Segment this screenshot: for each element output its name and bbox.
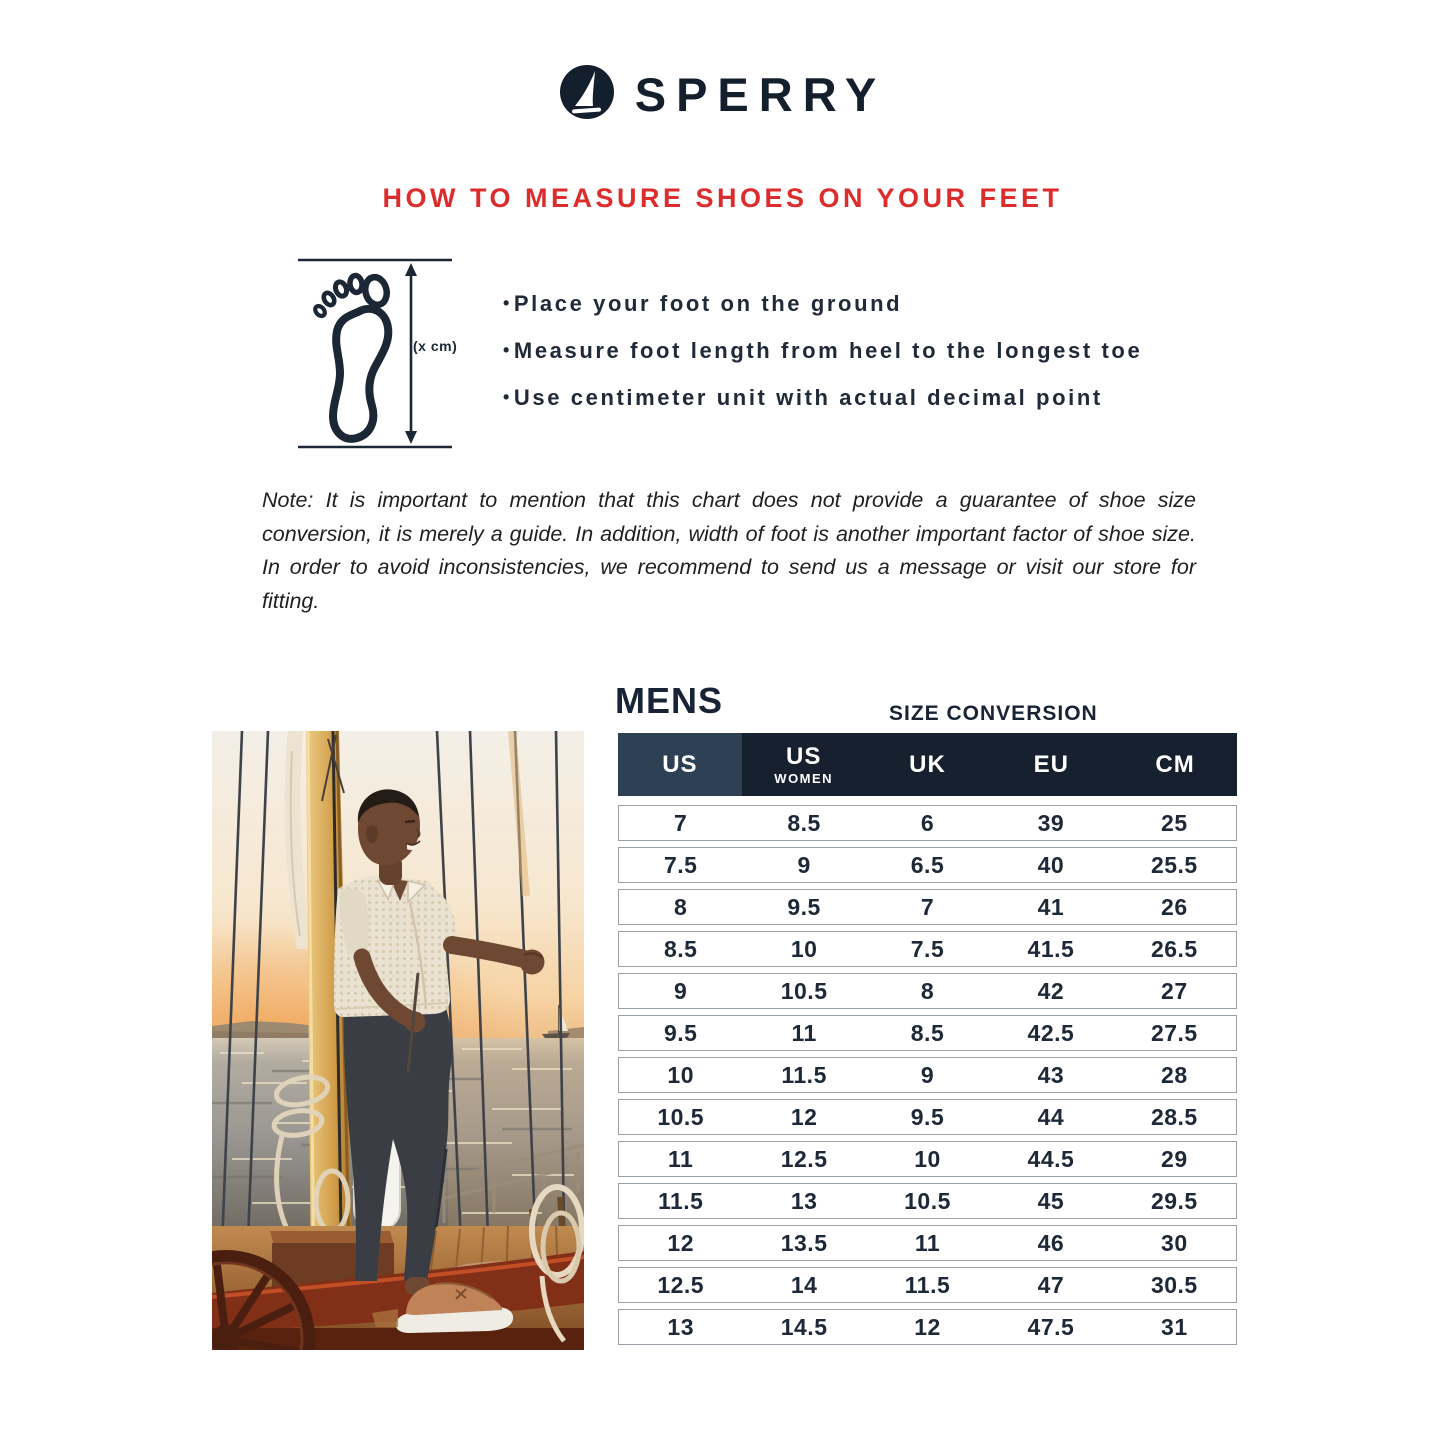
chart-subtitle: SIZE CONVERSION xyxy=(889,702,1098,725)
table-cell: 8.5 xyxy=(663,935,698,962)
table-cell: 8.5 xyxy=(910,1019,945,1046)
column-label: US xyxy=(662,750,698,778)
table-row xyxy=(618,1141,1237,1177)
instruction-item xyxy=(503,327,1142,374)
table-cell: 8 xyxy=(920,977,935,1004)
column-header-us xyxy=(618,733,742,796)
table-cell: 30 xyxy=(1161,1229,1188,1256)
table-cell: 31 xyxy=(1161,1313,1188,1340)
brand-name: SPERRY xyxy=(634,68,887,121)
table-cell: 30.5 xyxy=(1150,1271,1198,1298)
instruction-list xyxy=(503,280,1142,421)
table-cell: 10.5 xyxy=(657,1103,705,1130)
table-cell: 10.5 xyxy=(904,1187,951,1214)
table-header-row xyxy=(618,733,1237,796)
table-cell: 28 xyxy=(1161,1061,1188,1088)
table-cell: 42 xyxy=(1037,977,1065,1004)
column-header-us-women xyxy=(742,733,866,796)
table-row xyxy=(618,1225,1237,1261)
table-row xyxy=(618,847,1237,883)
column-header-uk xyxy=(866,733,990,796)
table-cell: 9 xyxy=(797,851,811,878)
size-table-rows xyxy=(618,805,1237,1345)
table-cell: 12 xyxy=(667,1229,694,1256)
table-cell: 11.5 xyxy=(657,1187,704,1214)
table-cell: 12 xyxy=(790,1103,818,1130)
table-cell: 14 xyxy=(790,1271,818,1298)
table-cell: 44.5 xyxy=(1027,1145,1075,1172)
instruction-item xyxy=(503,280,1142,327)
footprint-ruler-icon xyxy=(294,250,466,458)
table-cell: 41 xyxy=(1037,893,1065,920)
table-row xyxy=(618,1015,1237,1051)
foot-measurement-diagram xyxy=(294,250,466,458)
table-cell: 46 xyxy=(1037,1229,1065,1256)
table-row xyxy=(618,889,1237,925)
instruction-text: Use centimeter unit with actual decimal point xyxy=(513,384,1103,410)
page-title: HOW TO MEASURE SHOES ON YOUR FEET xyxy=(382,183,1063,213)
table-cell: 27 xyxy=(1161,977,1188,1004)
table-cell: 10.5 xyxy=(780,977,828,1004)
table-cell: 47.5 xyxy=(1027,1313,1075,1340)
table-cell: 7.5 xyxy=(910,935,945,962)
column-sublabel: WOMEN xyxy=(774,770,834,786)
table-cell: 12.5 xyxy=(657,1271,705,1298)
table-row xyxy=(618,1183,1237,1219)
table-cell: 9.5 xyxy=(663,1019,698,1046)
column-label: UK xyxy=(909,750,946,778)
table-cell: 11.5 xyxy=(904,1271,951,1298)
column-header-cm xyxy=(1113,733,1237,796)
chart-gender-heading: MENS xyxy=(615,680,724,721)
column-label: CM xyxy=(1155,750,1195,778)
instruction-item xyxy=(503,374,1142,421)
table-row xyxy=(618,1057,1237,1093)
bullet-dot: • xyxy=(503,293,512,313)
table-cell: 11 xyxy=(668,1145,694,1172)
table-cell: 9 xyxy=(920,1061,935,1088)
instruction-text: Measure foot length from heel to the longest toe xyxy=(513,337,1143,363)
table-cell: 6 xyxy=(920,809,935,836)
table-cell: 26.5 xyxy=(1150,935,1198,962)
table-cell: 11 xyxy=(914,1229,941,1256)
table-cell: 29.5 xyxy=(1150,1187,1198,1214)
table-cell: 11 xyxy=(791,1019,817,1046)
table-cell: 42.5 xyxy=(1027,1019,1075,1046)
table-cell: 44 xyxy=(1037,1103,1065,1130)
table-cell: 6.5 xyxy=(910,851,945,878)
table-cell: 9 xyxy=(674,977,688,1004)
column-header-eu xyxy=(989,733,1113,796)
table-cell: 13.5 xyxy=(780,1229,828,1256)
bullet-dot: • xyxy=(503,387,512,407)
table-cell: 29 xyxy=(1161,1145,1188,1172)
table-row xyxy=(618,973,1237,1009)
table-cell: 27.5 xyxy=(1150,1019,1198,1046)
table-cell: 10 xyxy=(790,935,818,962)
table-cell: 39 xyxy=(1037,809,1065,836)
sailor-photo xyxy=(212,731,584,1350)
x-cm-label: (x cm) xyxy=(413,338,458,354)
table-cell: 8.5 xyxy=(787,809,821,836)
instruction-text: Place your foot on the ground xyxy=(513,290,903,316)
table-cell: 10 xyxy=(914,1145,941,1172)
table-cell: 28.5 xyxy=(1150,1103,1198,1130)
table-cell: 12 xyxy=(914,1313,941,1340)
table-row xyxy=(618,1267,1237,1303)
disclaimer-note: Note: It is important to mention that this chart does not provide a guarantee of shoe size conversion, it is merely a guide. In addition, width of foot is another important factor of shoe size. In order to avoid inconsistencies, we recommend to send us a message or visit our store for fitting. xyxy=(262,488,1196,613)
table-cell: 13 xyxy=(667,1313,694,1340)
table-cell: 10 xyxy=(667,1061,694,1088)
table-row xyxy=(618,1309,1237,1345)
table-cell: 41.5 xyxy=(1027,935,1075,962)
table-cell: 12.5 xyxy=(780,1145,828,1172)
table-cell: 25.5 xyxy=(1150,851,1198,878)
table-cell: 14.5 xyxy=(780,1313,828,1340)
table-cell: 45 xyxy=(1037,1187,1065,1214)
brand-header xyxy=(0,64,1445,125)
table-cell: 7.5 xyxy=(663,851,698,878)
table-cell: 9.5 xyxy=(787,893,821,920)
table-cell: 7 xyxy=(674,809,688,836)
table-cell: 43 xyxy=(1037,1061,1065,1088)
table-cell: 11.5 xyxy=(781,1061,827,1088)
column-label: US xyxy=(786,742,822,770)
table-row xyxy=(618,805,1237,841)
table-cell: 13 xyxy=(790,1187,818,1214)
table-row xyxy=(618,931,1237,967)
table-cell: 8 xyxy=(674,893,688,920)
table-cell: 40 xyxy=(1037,851,1065,878)
table-cell: 25 xyxy=(1161,809,1188,836)
table-cell: 47 xyxy=(1037,1271,1065,1298)
table-cell: 9.5 xyxy=(910,1103,945,1130)
sperry-sailboat-logo-icon xyxy=(559,64,615,125)
size-conversion-table xyxy=(618,733,1237,1351)
table-row xyxy=(618,1099,1237,1135)
column-label: EU xyxy=(1033,750,1069,778)
table-cell: 7 xyxy=(920,893,935,920)
bullet-dot: • xyxy=(503,340,512,360)
table-cell: 26 xyxy=(1161,893,1188,920)
